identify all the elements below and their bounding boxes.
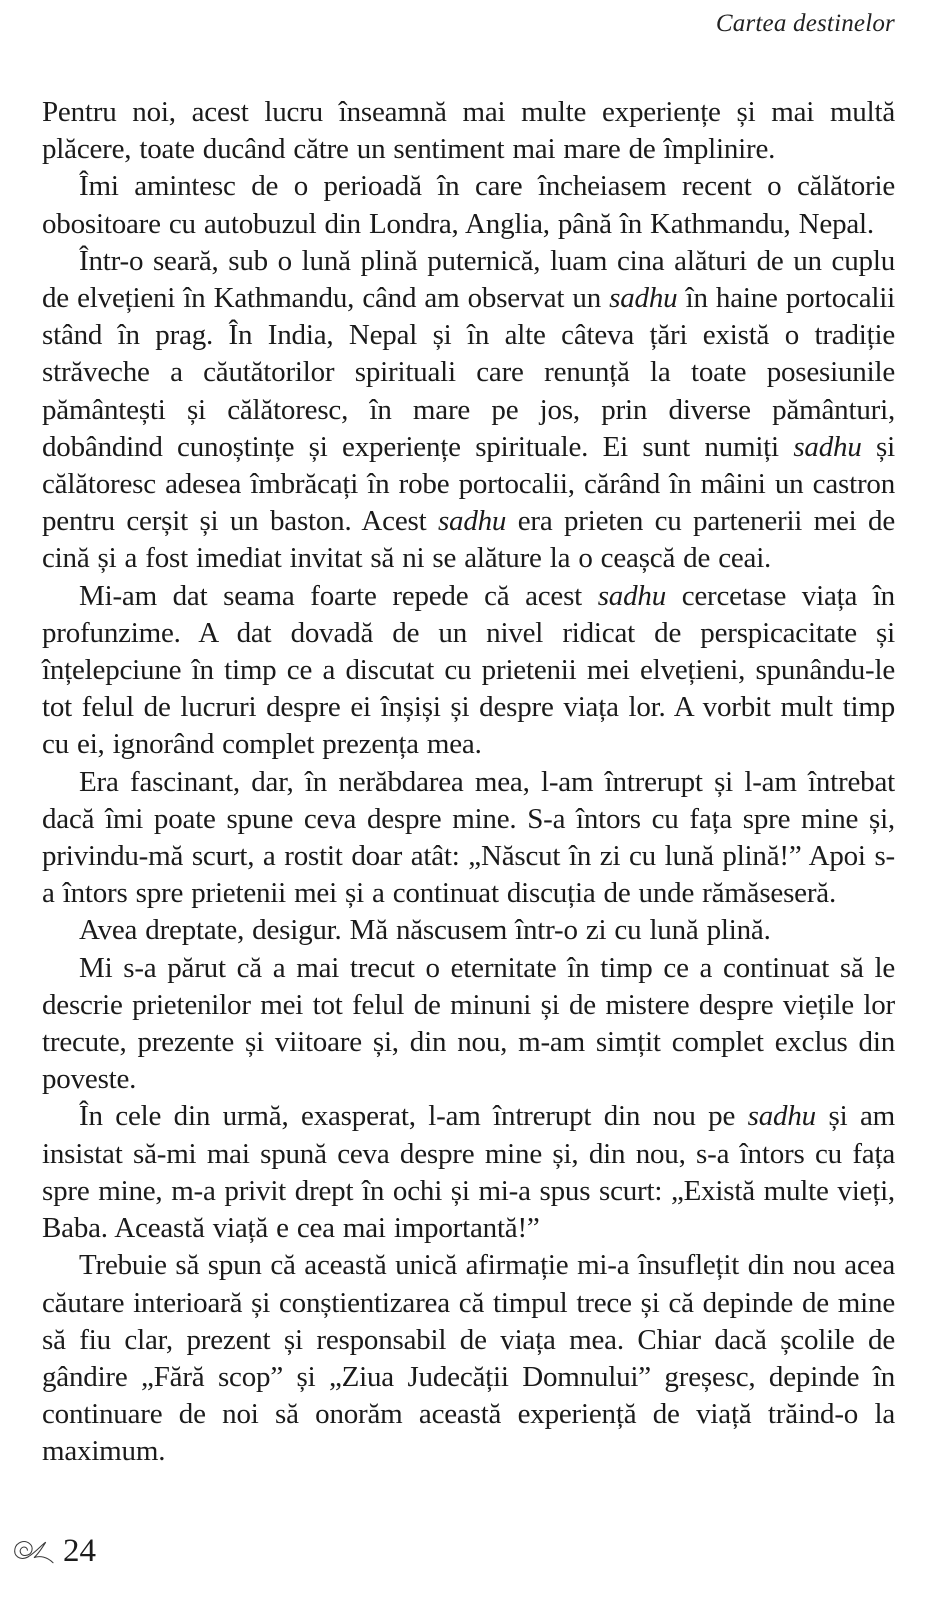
text-segment: cercetase viața în profunzime. A dat dovadă de un nivel ridicat de perspicacitate și înțelepciune în timp ce a discutat cu prietenii mei elvețieni, spunându-le tot felul de lucruri despre ei înșiși și despre viața lor. A vorbit mult timp cu ei, ignorând complet prezența mea. [42,579,895,761]
paragraph [42,1098,895,1247]
paragraph [42,912,895,949]
text-segment: Era fascinant, dar, în nerăbdarea mea, l-am întrerupt și l-am întrebat dacă îmi poate spune ceva despre mine. S-a întors cu fața spre mine și, privindu-mă scurt, a rostit doar atât: „Născut în zi cu lună plină!” Apoi s-a întors spre prietenii mei și a continuat discuția de unde rămăseseră. [42,765,895,910]
paragraph [42,168,895,242]
text-segment: și am insistat să-mi mai spună ceva despre mine și, din nou, s-a întors cu fața spre mine, m-a privit drept în ochi și mi-a spus scurt: „Există multe vieți, Baba. Această viață e cea mai importantă!” [42,1100,895,1245]
text-segment: Trebuie să spun că această unică afirmație mi-a însuflețit din nou acea căutare interioară și conștientizarea că timpul trece și că depinde de mine să fiu clar, prezent și responsabil de viața mea. Chiar dacă școlile de gândire „Fără scop” și „Ziua Judecății Domnului” greșesc, depinde în continuare de noi să onorăm această experiență de viață trăind-o la maximum. [42,1249,895,1468]
paragraph [42,578,895,764]
text-segment: și călătoresc adesea îmbrăcați în robe portocalii, cărând în mâini un castron pentru cerșit și un baston. Acest [42,430,895,538]
italic-term: sadhu [609,282,678,315]
italic-term: sadhu [747,1100,816,1133]
text-segment: Într-o seară, sub o lună plină puternică, luam cina alături de un cuplu de elvețieni în Kathmandu, când am observat un [42,244,895,315]
paragraph [42,1247,895,1470]
text-segment: Îmi amintesc de o perioadă în care încheiasem recent o călătorie obositoare cu autobuzul din Londra, Anglia, până în Kathmandu, Nepal. [42,170,895,240]
text-segment: Avea dreptate, desigur. Mă născusem într-o zi cu lună plină. [79,914,771,947]
italic-term: sadhu [437,505,507,538]
text-segment: Pentru noi, acest lucru înseamnă mai multe experiențe și mai multă plăcere, toate ducând către un sentiment mai mare de împlinire. [42,96,895,166]
paragraph [42,950,895,1099]
text-segment: Mi-am dat seama foarte repede că acest [79,579,598,612]
text-column [42,94,895,1471]
text-segment: în haine portocalii stând în prag. În India, Nepal și în alte câteva țări există o tradiție străveche a căutătorilor spirituali care renunță la toate posesiunile pământești și călătoresc, în mare pe jos, prin diverse pământuri, dobândind cunoștințe și experiențe spirituale. Ei sunt numiți [42,282,895,463]
italic-term: sadhu [793,430,862,463]
italic-term: sadhu [597,579,667,612]
running-head-book-title: Cartea destinelor [715,10,895,37]
paragraph [42,764,895,913]
page-number: 24 [63,1533,96,1569]
text-segment: Mi s-a părut că a mai trecut o eternitate în timp ce a continuat să le descrie prietenilor mei tot felul de minuni și de mistere despre viețile lor trecute, prezente și viitoare și, din nou, m-am simțit complet exclus din poveste. [42,951,895,1096]
flourish-icon [12,1534,56,1568]
text-segment: era prieten cu partenerii mei de cină și a fost imediat invitat să ni se alăture la o ceașcă de ceai. [42,505,895,575]
text-segment: În cele din urmă, exasperat, l-am întrerupt din nou pe [79,1100,748,1133]
paragraph [42,94,895,168]
paragraph [42,243,895,578]
page-footer [12,1534,96,1568]
